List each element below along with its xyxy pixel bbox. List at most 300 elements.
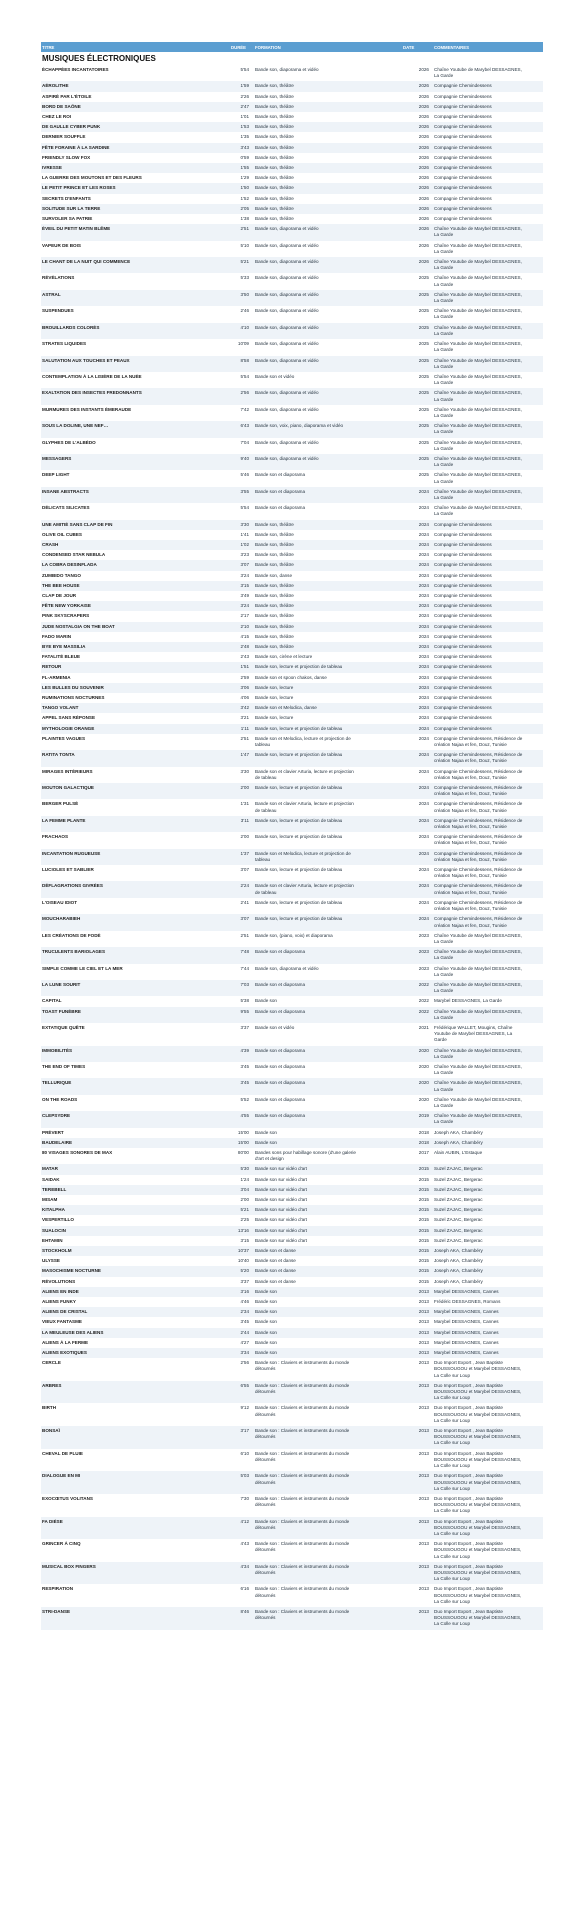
row-formation [253, 325, 389, 337]
row-formation-line: Bande son : Claviers et instruments du monde [255, 1450, 350, 1456]
row-title: EXOCŒTUS VOLITANS [42, 1495, 93, 1501]
row-title: MOUCHARABIEH [42, 916, 81, 922]
row-title: INCANTATION RUGUEUSE [42, 850, 101, 856]
row-duration: 2'44 [240, 1329, 249, 1335]
row-formation-line: Bande son : Claviers et instruments du monde [255, 1473, 350, 1479]
row-date: 2025 [418, 341, 429, 347]
row-formation [253, 916, 389, 928]
row-duration: 3'43 [240, 144, 249, 150]
row-comment [433, 1564, 543, 1583]
row-comment [433, 1319, 543, 1325]
row-date: 2024 [418, 695, 429, 701]
row-comment [433, 440, 543, 452]
row-formation-line: Bande son et danse [255, 1258, 296, 1264]
row-title: GLYPHES DE L'ALBÉDO [42, 439, 96, 445]
table-row [41, 1297, 543, 1307]
table-row [41, 1148, 543, 1164]
row-comment-line: Frédéric DESSAGNES, Romans [434, 1299, 501, 1305]
row-comment-line: BOUSSOUGOU et Marybel DESSAGNES, [434, 1366, 522, 1372]
table-row [41, 122, 543, 132]
row-date: 2024 [418, 521, 429, 527]
row-title: DÉLICATS SILICATES [42, 505, 90, 511]
row-date: 2024 [418, 552, 429, 558]
row-formation-line: détournés [255, 1389, 276, 1395]
row-date: 2026 [418, 165, 429, 171]
row-formation [253, 1217, 389, 1223]
row-formation [253, 1519, 389, 1538]
table-row [41, 530, 543, 540]
row-formation [253, 1080, 389, 1092]
row-formation-line: Bande son et diaporama [255, 1080, 306, 1086]
row-formation-line: Bande son et danse [255, 1268, 296, 1274]
row-date: 2024 [418, 801, 429, 807]
row-formation-line: Bande son : Claviers et instruments du monde [255, 1586, 350, 1592]
row-duration: 5'38 [240, 998, 249, 1004]
row-duration: 6'43 [240, 423, 249, 429]
row-comment [433, 275, 543, 287]
row-title: ÉVEIL DU PETIT MATIN BLÊME [42, 226, 111, 232]
row-comment-line: La Garde [434, 265, 454, 271]
table-row [41, 388, 543, 404]
row-comment [433, 664, 543, 670]
row-formation [253, 104, 389, 110]
row-formation [253, 292, 389, 304]
table-row [41, 703, 543, 713]
table-row [41, 1266, 543, 1276]
row-formation-line: détournés [255, 1569, 276, 1575]
row-duration: 2'25 [240, 1217, 249, 1223]
row-comment-line: BOUSSOUGOU et Marybel DESSAGNES, [434, 1389, 522, 1395]
row-duration: 5'52 [240, 1096, 249, 1102]
row-comment-line: La Garde [434, 1102, 454, 1108]
row-title: FRACHAOS [42, 834, 69, 840]
row-title: CERCLE [42, 1360, 61, 1366]
row-title: DE GAULLE CYBER PUNK [42, 124, 101, 130]
row-title: UNE AMITIÉ SANS CLAP DE FIN [42, 521, 113, 527]
row-title: BYE BYE MASSILIA [42, 644, 86, 649]
row-title: SURVOLER SA PATRIE [42, 216, 93, 222]
table-row [41, 214, 543, 224]
table-row [41, 487, 543, 503]
row-comment-line: Compagnie Chemindessens, Résidence de [434, 735, 523, 741]
row-duration: 2'56 [240, 390, 249, 396]
row-title: PLAINTES VAGUES [42, 735, 86, 741]
row-formation-line: Bande son et diaporama [255, 981, 306, 987]
row-comment-line: Chaîne Youtube de Marybel DESSAGNES, [434, 439, 522, 445]
row-comment-line: Marybel DESSAGNES, Cannes [434, 1350, 499, 1356]
row-title: BIRTH [42, 1405, 57, 1411]
row-duration: 3'30 [240, 521, 249, 527]
row-comment-line: Compagnie Chemindessens, Résidence de [434, 768, 523, 774]
row-formation-line: détournés [255, 1366, 276, 1372]
row-duration: 10'37 [237, 1248, 249, 1254]
row-duration: 1'01 [240, 114, 249, 120]
row-duration: 2'51 [240, 932, 249, 938]
table-row [41, 356, 543, 372]
row-formation-line: Bande son, théâtre [255, 144, 294, 150]
row-comment-line: La Garde [434, 445, 454, 451]
row-date: 2026 [418, 195, 429, 201]
table-row [41, 1403, 543, 1426]
row-duration: 1'59 [240, 83, 249, 89]
row-duration: 5'54 [240, 67, 249, 72]
row-date: 2015 [418, 1217, 429, 1223]
row-comment-line: BOUSSOUGOU et Marybel DESSAGNES, [434, 1502, 522, 1508]
table-row [41, 163, 543, 173]
row-comment-line: création Najaa et fen, Douz, Tunisie [434, 742, 507, 748]
table-row [41, 112, 543, 122]
row-formation-line: Bande son, théâtre [255, 623, 294, 629]
row-date: 2024 [418, 883, 429, 889]
row-formation-line: Bande son, lecture [255, 715, 294, 721]
row-formation-line: détournés [255, 1456, 276, 1462]
table-row [41, 1138, 543, 1148]
table-row [41, 81, 543, 91]
row-comment [433, 1064, 543, 1076]
row-comment-line: Chaîne Youtube de Marybel DESSAGNES, [434, 259, 522, 265]
row-formation-line: Bande son, diaporama et vidéo [255, 308, 319, 314]
row-date: 2013 [418, 1299, 429, 1305]
row-comment-line: création Najaa et fen, Douz, Tunisie [434, 758, 507, 764]
table-row [41, 132, 543, 142]
row-comment-line: Chaîne Youtube de Marybel DESSAGNES, [434, 1080, 522, 1086]
row-formation [253, 883, 389, 895]
row-title: LES CRÉATIONS DE FODÉ [42, 932, 101, 938]
row-title: EXTATIQUE QUÊTE [42, 1024, 85, 1030]
row-comment-line: création Najaa et fen, Douz, Tunisie [434, 922, 507, 928]
row-duration: 4'46 [240, 1299, 249, 1305]
row-comment-line: Frédérique WALLET, Mougins, Chaîne [434, 1024, 513, 1030]
row-formation-line: de tableau [255, 774, 277, 780]
row-formation-line: Bande son, lecture [255, 695, 294, 701]
row-duration: 5'54 [240, 373, 249, 379]
row-date: 2013 [418, 1541, 429, 1547]
row-title: FA DIÈSE [42, 1518, 63, 1524]
row-comment [433, 226, 543, 238]
row-formation [253, 1238, 389, 1244]
row-duration: 3'24 [240, 603, 249, 609]
table-row [41, 1185, 543, 1195]
row-date: 2025 [418, 423, 429, 429]
row-formation-line: Bande son [255, 1329, 277, 1335]
row-comment [433, 124, 543, 130]
row-title: IVRESSE [42, 165, 62, 171]
row-comment [433, 624, 543, 630]
row-duration: 3'21 [240, 715, 249, 721]
row-date: 2026 [418, 114, 429, 120]
row-formation [253, 206, 389, 212]
row-duration: 4'39 [240, 1047, 249, 1053]
row-formation [253, 654, 389, 660]
row-comment-line: La Garde [434, 1119, 454, 1125]
row-comment-line: Compagnie Chemindessens [434, 715, 492, 721]
row-formation [253, 998, 389, 1004]
row-comment [433, 1360, 543, 1379]
row-formation [253, 1258, 389, 1264]
row-formation-line: Bande son, diaporama et vidéo [255, 406, 319, 412]
row-comment [433, 1197, 543, 1203]
row-date: 2015 [418, 1207, 429, 1213]
row-comment-line: Duo Import Export , Jean Baptiste [434, 1608, 503, 1614]
row-title: LA GUERRE DES MOUTONS ET DES FLEURS [42, 175, 142, 181]
row-title: CONTEMPLATION À LA LISIÈRE DE LA NUÉE [42, 373, 142, 379]
row-comment-line: Chaîne Youtube de Marybel DESSAGNES, [434, 1096, 522, 1102]
table-row [41, 914, 543, 930]
row-duration: 8'58 [240, 357, 249, 363]
row-duration: 1'35 [240, 134, 249, 140]
row-duration: 3'45 [240, 1319, 249, 1325]
row-comment [433, 1097, 543, 1109]
row-comment-line: La Colle sur Loup [434, 1530, 471, 1536]
table-row [41, 153, 543, 163]
row-title: LA FEMME PLANTE [42, 817, 86, 823]
row-duration: 5'54 [240, 505, 249, 511]
table-row [41, 1175, 543, 1185]
row-comment [433, 423, 543, 435]
row-comment-line: BOUSSOUGOU et Marybel DESSAGNES, [434, 1524, 522, 1530]
row-formation [253, 505, 389, 517]
row-comment-line: La Garde [434, 380, 454, 386]
row-comment-line: Chaîne Youtube de Marybel DESSAGNES, [434, 275, 522, 281]
row-comment-line: La Garde [434, 1086, 454, 1092]
row-comment [433, 1217, 543, 1223]
row-formation-line: Bande son, lecture et projection de tableau [255, 785, 343, 791]
row-formation-line: détournés [255, 1502, 276, 1508]
row-duration: 9'12 [240, 1405, 249, 1411]
row-formation-line: Bande son, diaporama et vidéo [255, 390, 319, 396]
row-date: 2026 [418, 124, 429, 130]
table-row [41, 323, 543, 339]
table-row [41, 173, 543, 183]
row-comment [433, 726, 543, 732]
row-comment-line: La Garde [434, 988, 454, 994]
row-duration: 2'00 [240, 834, 249, 840]
row-title: SALUTATION AUX TOUCHES ET PEAUX [42, 357, 130, 363]
row-comment [433, 685, 543, 691]
row-formation [253, 243, 389, 255]
row-formation-line: Bande son [255, 1129, 277, 1135]
table-row [41, 405, 543, 421]
row-comment [433, 472, 543, 484]
row-formation [253, 603, 389, 609]
row-duration: 3'34 [240, 1350, 249, 1356]
row-date: 2013 [418, 1309, 429, 1315]
row-comment-line: Chaîne Youtube de Marybel DESSAGNES, [434, 423, 522, 429]
row-formation [253, 1383, 389, 1402]
row-comment [433, 644, 543, 650]
row-formation [253, 1197, 389, 1203]
row-comment-line: Compagnie Chemindessens [434, 154, 492, 160]
row-duration: 3'11 [240, 817, 249, 823]
row-comment-line: Suzel ZAJAC, Bergerac [434, 1217, 483, 1223]
row-comment-line: création Najaa et fen, Douz, Tunisie [434, 807, 507, 813]
row-formation-line: Bande son : Claviers et instruments du monde [255, 1382, 350, 1388]
row-formation-line: Bande son, lecture et projection de tableau [255, 725, 343, 731]
row-comment [433, 675, 543, 681]
row-formation-line: Bande son, diaporama et vidéo [255, 357, 319, 363]
row-duration: 3'50 [240, 291, 249, 297]
row-date: 2024 [418, 592, 429, 598]
row-formation-line: Bande son et clavier Arturia, lecture et projection [255, 801, 354, 807]
table-row [41, 1607, 543, 1630]
row-duration: 2'43 [240, 654, 249, 660]
row-comment-line: Chaîne Youtube de Marybel DESSAGNES, [434, 488, 522, 494]
row-formation-line: Bande son et vidéo [255, 1024, 295, 1030]
row-date: 2013 [418, 1473, 429, 1479]
row-formation [253, 185, 389, 191]
row-formation-line: Bande son et Melodica, lecture et projection de [255, 735, 351, 741]
row-comment [433, 573, 543, 579]
table-row [41, 1111, 543, 1127]
row-comment-line: Duo Import Export , Jean Baptiste [434, 1586, 503, 1592]
table-row [41, 1236, 543, 1246]
row-formation [253, 1496, 389, 1515]
row-title: ÉCHAPPÉES INCANTATOIRES [42, 67, 109, 72]
row-date: 2025 [418, 472, 429, 478]
row-comment-line: Chaîne Youtube de Marybel DESSAGNES, [434, 226, 522, 232]
table-row [41, 601, 543, 611]
table-row [41, 1584, 543, 1607]
row-date: 2024 [418, 531, 429, 537]
row-comment-line: Chaîne Youtube de Marybel DESSAGNES, [434, 455, 522, 461]
row-title: VAPEUR DE BOIS [42, 242, 81, 248]
row-formation [253, 145, 389, 151]
row-formation-line: Bande son, théâtre [255, 205, 294, 211]
row-duration: 3'16 [240, 1288, 249, 1294]
row-duration: 3'15 [240, 1237, 249, 1243]
row-comment [433, 1541, 543, 1560]
table-row [41, 454, 543, 470]
table-row [41, 1023, 543, 1046]
row-date: 2025 [418, 406, 429, 412]
row-duration: 3'04 [240, 1186, 249, 1192]
row-formation [253, 982, 389, 994]
row-formation [253, 175, 389, 181]
row-duration: 7'03 [240, 981, 249, 987]
row-comment-line: BOUSSOUGOU et Marybel DESSAGNES, [434, 1615, 522, 1621]
row-comment-line: BOUSSOUGOU et Marybel DESSAGNES, [434, 1569, 522, 1575]
row-comment [433, 196, 543, 202]
row-comment-line: Chaîne Youtube de Marybel DESSAGNES, [434, 1063, 522, 1069]
table-row [41, 750, 543, 766]
row-duration: 15'00 [237, 1129, 249, 1135]
row-date: 2024 [418, 715, 429, 721]
row-comment-line: La Garde [434, 396, 454, 402]
row-formation-line: Bande son sur vidéo d'art [255, 1237, 307, 1243]
row-comment [433, 1519, 543, 1538]
table-row [41, 1256, 543, 1266]
row-comment-line: Chaîne Youtube de Marybel DESSAGNES, [434, 341, 522, 347]
row-comment [433, 1207, 543, 1213]
row-comment-line: La Garde [434, 1053, 454, 1059]
row-title: LA MEULEUSE DES ALIENS [42, 1329, 104, 1335]
row-formation-line: détournés [255, 1479, 276, 1485]
row-comment [433, 1238, 543, 1244]
row-comment-line: Chaîne Youtube de Marybel DESSAGNES, [434, 357, 522, 363]
row-formation [253, 1299, 389, 1305]
row-date: 2023 [418, 932, 429, 938]
row-formation [253, 552, 389, 558]
row-formation [253, 785, 389, 797]
row-formation [253, 1428, 389, 1447]
row-comment-line: Compagnie Chemindessens [434, 124, 492, 130]
row-duration: 1'50 [240, 185, 249, 191]
row-duration: 6'10 [240, 1450, 249, 1456]
row-formation [253, 308, 389, 320]
row-comment [433, 916, 543, 928]
row-comment-line: Chaîne Youtube de Marybel DESSAGNES, [434, 1047, 522, 1053]
row-comment [433, 1248, 543, 1254]
row-formation [253, 900, 389, 912]
row-formation-line: Bande son sur vidéo d'art [255, 1197, 307, 1202]
row-title: DIALOGUE EN MI [42, 1473, 81, 1479]
row-formation [253, 634, 389, 640]
row-comment [433, 206, 543, 212]
row-comment-line: La Colle sur Loup [434, 1463, 471, 1469]
row-title: PINK SKYSCRAPERS [42, 613, 90, 619]
row-comment [433, 603, 543, 609]
row-title: SOUS LA DOLINE, UNE NEF… [42, 423, 109, 429]
row-title: TRUCULENTS BARIOLAGES [42, 949, 106, 955]
row-formation [253, 966, 389, 978]
row-date: 2024 [418, 603, 429, 609]
row-title: L'OISEAU IDIOT [42, 899, 78, 905]
row-comment [433, 634, 543, 640]
row-formation [253, 834, 389, 846]
row-date: 2018 [418, 1139, 429, 1145]
row-comment-line: Marybel DESSAGNES, Cannes [434, 1329, 499, 1335]
row-date: 2022 [418, 1008, 429, 1014]
row-formation-line: Bande son et clavier Arturia, lecture et projection [255, 883, 354, 889]
row-duration: 3'15 [240, 582, 249, 588]
row-formation-line: Bande son, théâtre [255, 541, 294, 547]
row-comment [433, 94, 543, 100]
row-formation-line: Bande son [255, 1309, 277, 1315]
row-formation-line: Bande son, lecture et projection de tableau [255, 834, 343, 840]
row-title: FADO MARIN [42, 633, 72, 639]
row-duration: 3'37 [240, 1278, 249, 1284]
row-formation-line: Bande son : Claviers et instruments du monde [255, 1360, 350, 1366]
row-formation [253, 675, 389, 681]
row-formation-line: Bande son, théâtre [255, 562, 294, 568]
row-formation-line: détournés [255, 1434, 276, 1440]
table-row [41, 1215, 543, 1225]
row-formation-line: Bande son et spoon chakos, danse [255, 674, 327, 680]
row-comment [433, 374, 543, 386]
table-row [41, 947, 543, 963]
row-comment-line: La Garde [434, 281, 454, 287]
row-date: 2020 [418, 1047, 429, 1053]
row-duration: 3'30 [240, 768, 249, 774]
table-row [41, 1007, 543, 1023]
row-title: STRATES LIQUIDES [42, 341, 87, 347]
row-formation [253, 769, 389, 781]
row-formation [253, 867, 389, 879]
row-title: FATALITÉ BLEUE [42, 654, 81, 660]
row-formation [253, 573, 389, 579]
row-comment-line: Duo Import Export , Jean Baptiste [434, 1428, 503, 1434]
row-date: 2026 [418, 216, 429, 222]
table-row [41, 1246, 543, 1256]
row-duration: 1'41 [240, 531, 249, 537]
row-title: VESPERTILLO [42, 1217, 74, 1223]
row-title: FL-ARMENIA [42, 674, 71, 680]
table-row [41, 849, 543, 865]
table-row [41, 503, 543, 519]
row-comment [433, 83, 543, 89]
row-comment [433, 542, 543, 548]
row-comment-line: La Garde [434, 298, 454, 304]
